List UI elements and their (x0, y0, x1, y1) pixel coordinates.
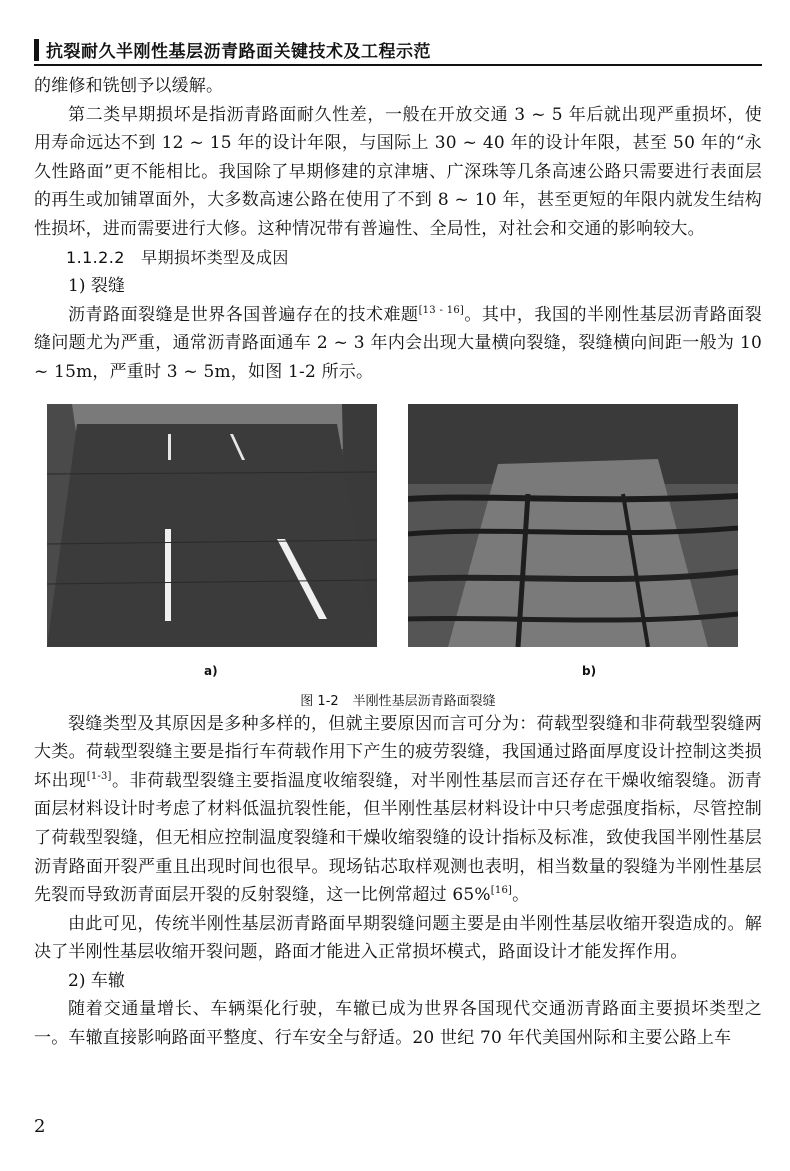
photo-b-drawing (408, 404, 738, 647)
figure-caption-text: 半刚性基层沥青路面裂缝 (352, 693, 496, 709)
crack-text-b: 。其中，我国的半刚性基层沥青路面裂缝问题尤为严重，通常沥青路面通车 2 ~ 3 年内会出现大量横向裂缝，裂缝横向间距一般为 10 ~ 15m，严重时 3 ~ 5m，如图 1-2 所示。 (34, 304, 762, 382)
section-heading: 1.1.2.2 早期损坏类型及成因 (66, 247, 289, 267)
crack-types-text-c: 。 (512, 885, 530, 906)
subheading-cracks: 1) 裂缝 (68, 276, 125, 297)
subfigure-label-b: b) (582, 663, 597, 678)
subheading-rutting: 2) 车辙 (68, 970, 125, 991)
intro-line: 的维修和铣刨予以缓解。 (34, 76, 224, 96)
paragraph-type2-damage: 第二类早期损坏是指沥青路面耐久性差，一般在开放交通 3 ~ 5 年后就出现严重损坏，使用寿命远达不到 12 ~ 15 年的设计年限，与国际上 30 ~ 40 年的设计年限，甚至 50 年的“永久性路面”更不能相比。我国除了早期修建的京津塘、广深珠等几条高速公路只需要进行表面层的再生或加铺罩面外，大多数高速公路在使用了不到 8 ~ 10 年，甚至更短的年限内就发生结构性损坏，进而需要进行大修。这种情况带有普遍性、全局性，对社会和交通的影响较大。 (34, 104, 762, 239)
crack-text-a: 沥青路面裂缝是世界各国普遍存在的技术难题 (68, 304, 419, 325)
crack-types-text-a: 裂缝类型及其原因是多种多样的，但就主要原因而言可分为：荷载型裂缝和非荷载型裂缝两大类。荷载型裂缝主要是指行车荷载作用下产生的疲劳裂缝，我国通过路面厚度设计控制这类损坏出现 (34, 713, 762, 791)
paragraph-crack-types (34, 710, 762, 910)
page-number: 2 (34, 1116, 46, 1137)
figure-caption (34, 690, 762, 709)
reference-13-16: [13 - 16] (418, 304, 465, 316)
page-content (34, 72, 762, 1053)
paragraph-rutting: 随着交通量增长、车辆渠化行驶，车辙已成为世界各国现代交通沥青路面主要损坏类型之一。车辙直接影响路面平整度、行车安全与舒适。20 世纪 70 年代美国州际和主要公路上车 (34, 999, 762, 1049)
subfigure-label-a: a) (204, 663, 218, 678)
book-title: 抗裂耐久半刚性基层沥青路面关键技术及工程示范 (46, 42, 431, 62)
reference-16: [16] (490, 885, 513, 897)
header-bar (34, 39, 39, 61)
figure-number: 图 1-2 (300, 693, 339, 709)
crack-types-text-b: 。非荷载型裂缝主要指温度收缩裂缝，对半刚性基层而言还存在干燥收缩裂缝。沥青面层材料设计时考虑了材料低温抗裂性能，但半刚性基层材料设计中只考虑强度指标，尽管控制了荷载型裂缝，但无相应控制温度裂缝和干燥收缩裂缝的设计指标及标准，致使我国半刚性基层沥青路面开裂严重且出现时间也很早。现场钻芯取样观测也表明，相当数量的裂缝为半刚性基层先裂而导致沥青面层开裂的反射裂缝，这一比例常超过 65% (34, 770, 762, 906)
running-header (34, 34, 762, 66)
paragraph-conclusion: 由此可见，传统半刚性基层沥青路面早期裂缝问题主要是由半刚性基层收缩开裂造成的。解决了半刚性基层收缩开裂问题，路面才能进入正常损坏模式，路面设计才能发挥作用。 (34, 913, 762, 963)
paragraph-cracks (34, 301, 762, 387)
reference-1-3: [1-3] (86, 770, 112, 782)
photo-pavement-cracks (408, 404, 738, 647)
photo-a-drawing (47, 404, 377, 647)
photo-highway-cracks (47, 404, 377, 647)
figure-1-2 (34, 404, 762, 710)
